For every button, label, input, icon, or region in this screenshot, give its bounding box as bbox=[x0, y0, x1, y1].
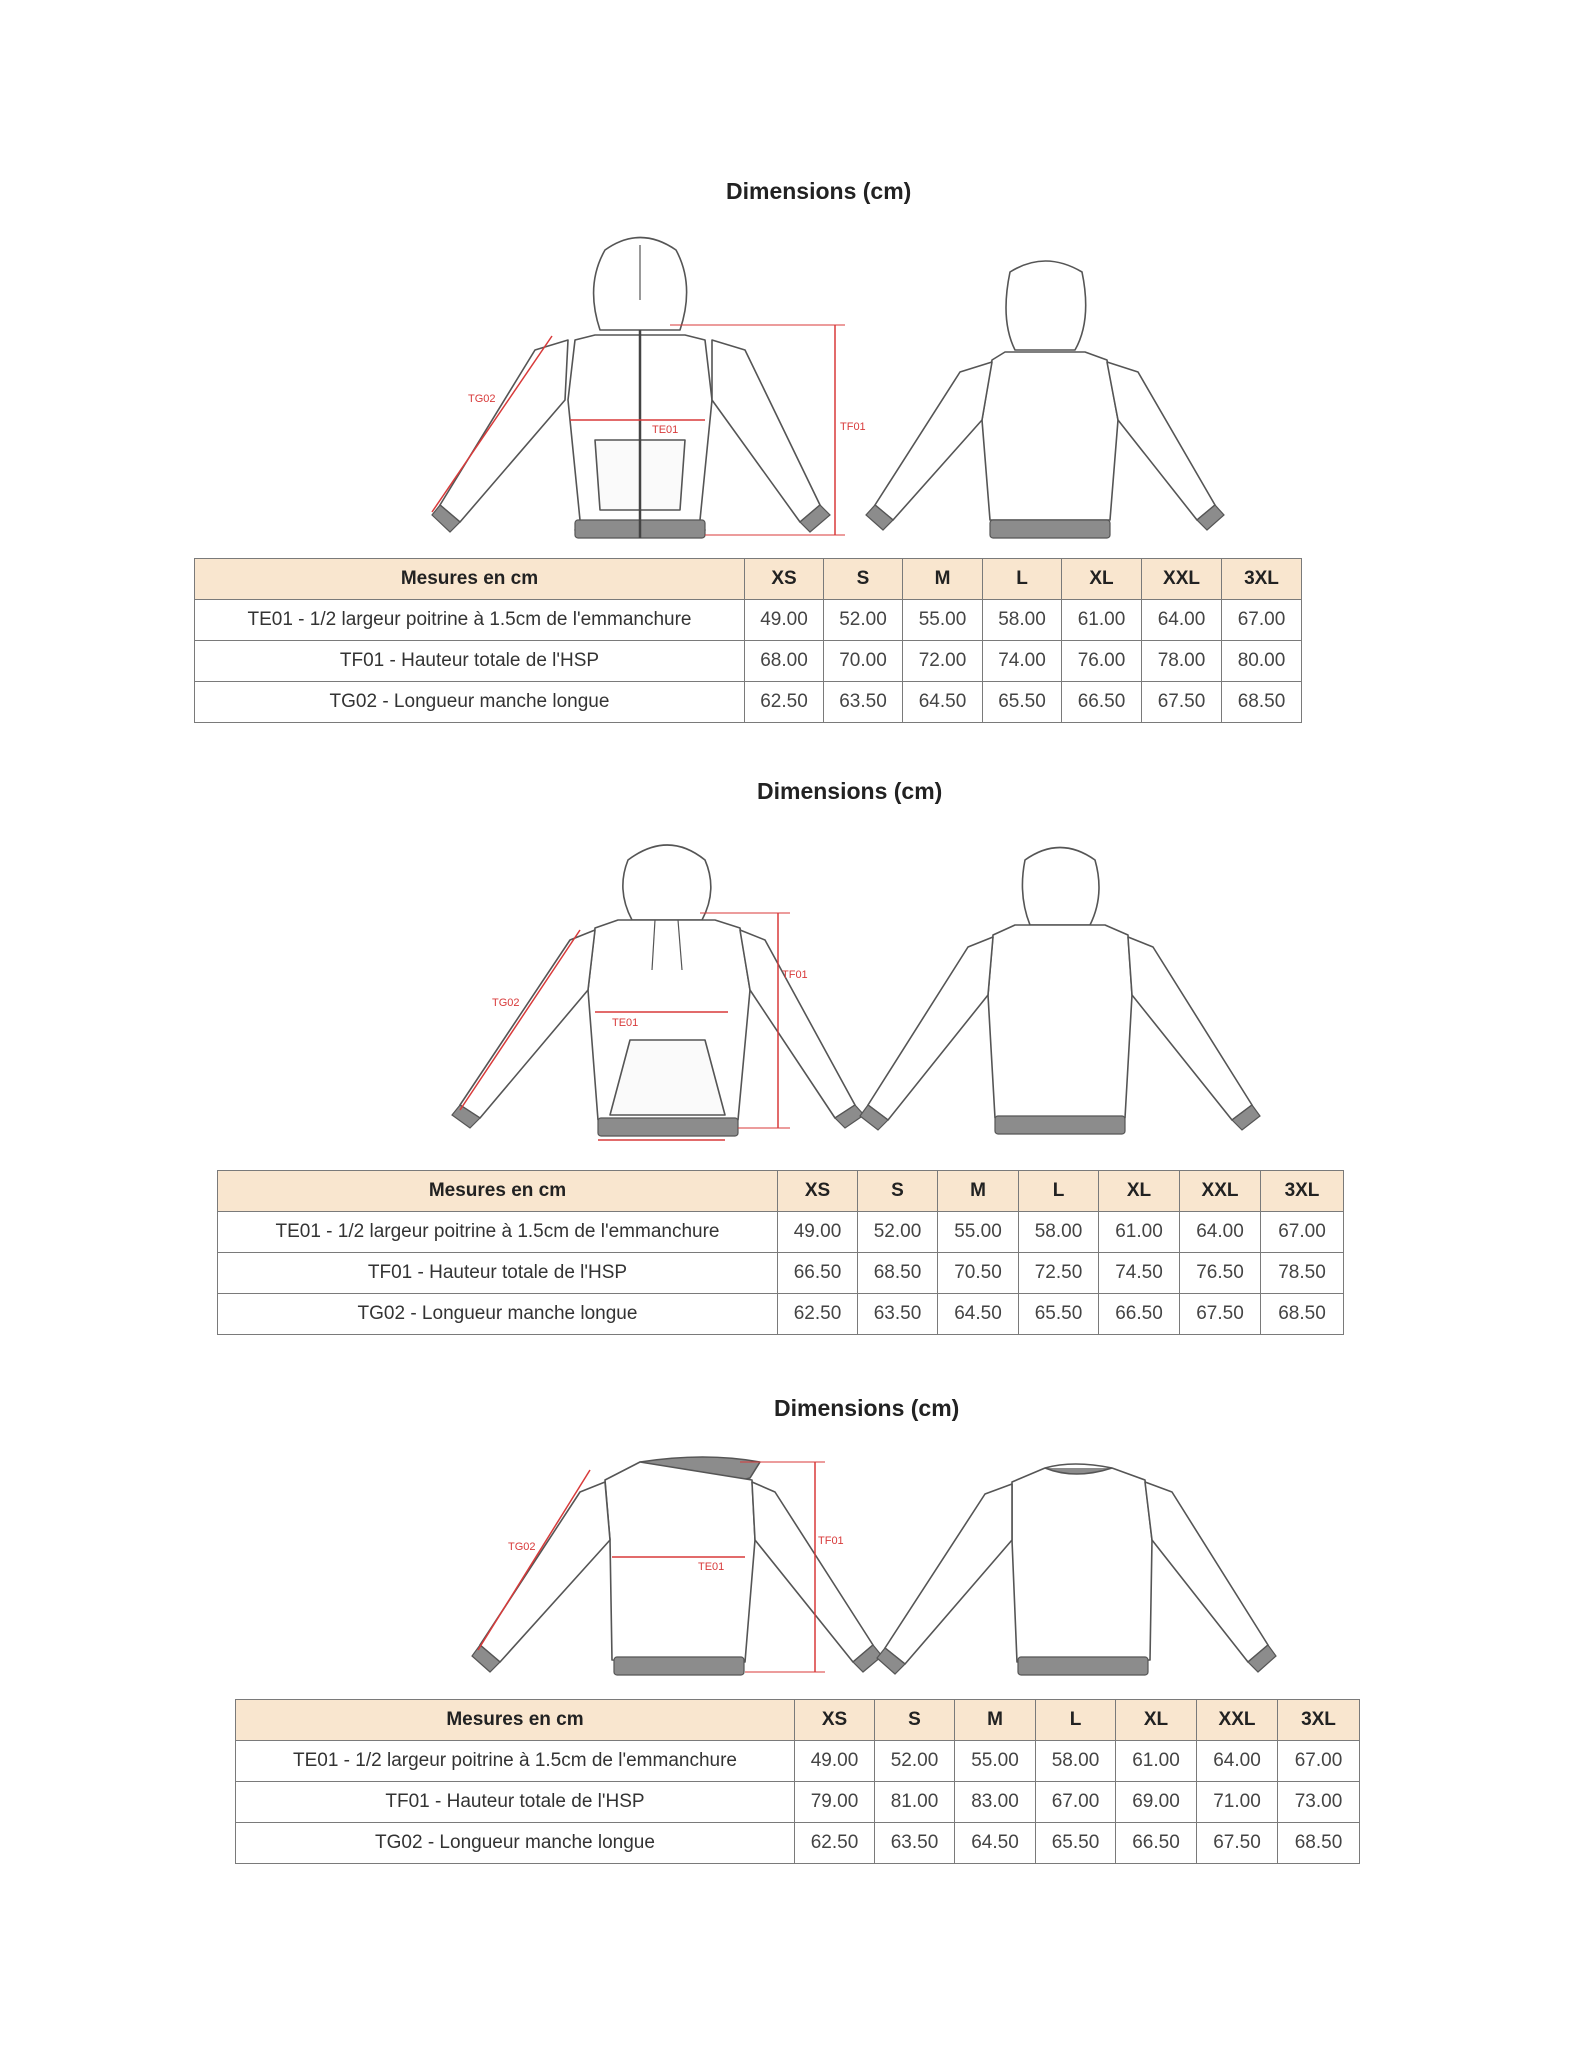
measure-label: TE01 - 1/2 largeur poitrine à 1.5cm de l'emmanchure bbox=[195, 600, 745, 641]
table-cell: 63.50 bbox=[824, 682, 903, 723]
table-cell: 79.00 bbox=[795, 1782, 875, 1823]
table-cell: 55.00 bbox=[938, 1212, 1019, 1253]
table-cell: 80.00 bbox=[1222, 641, 1302, 682]
table-cell: 62.50 bbox=[795, 1823, 875, 1864]
table-row bbox=[218, 1253, 1344, 1294]
tg-label: TG02 bbox=[508, 1541, 536, 1553]
table-cell: 61.00 bbox=[1062, 600, 1142, 641]
table-row bbox=[218, 1212, 1344, 1253]
section-title: Dimensions (cm) bbox=[726, 178, 912, 204]
table-cell: 62.50 bbox=[745, 682, 824, 723]
table-cell: 68.50 bbox=[858, 1253, 938, 1294]
back-hem-rib bbox=[1018, 1657, 1148, 1675]
measure-label: TE01 - 1/2 largeur poitrine à 1.5cm de l'emmanchure bbox=[218, 1212, 778, 1253]
front-hem-rib bbox=[614, 1657, 744, 1675]
table-cell: 69.00 bbox=[1116, 1782, 1197, 1823]
table-cell: 71.00 bbox=[1197, 1782, 1278, 1823]
measure-label: TG02 - Longueur manche longue bbox=[195, 682, 745, 723]
table-cell: 68.00 bbox=[745, 641, 824, 682]
table-cell: 52.00 bbox=[858, 1212, 938, 1253]
table-cell: 62.50 bbox=[778, 1294, 858, 1335]
zip-hoodie-illustration bbox=[420, 236, 1240, 546]
table-cell: 67.50 bbox=[1142, 682, 1222, 723]
table-cell: 52.00 bbox=[875, 1741, 955, 1782]
te-label: TE01 bbox=[652, 424, 679, 436]
table-cell: 58.00 bbox=[983, 600, 1062, 641]
header-cell: Mesures en cm bbox=[236, 1700, 795, 1741]
tg-label: TG02 bbox=[492, 997, 520, 1009]
measure-label: TF01 - Hauteur totale de l'HSP bbox=[195, 641, 745, 682]
table-cell: 64.50 bbox=[903, 682, 983, 723]
table-cell: 63.50 bbox=[858, 1294, 938, 1335]
table-cell: 58.00 bbox=[1036, 1741, 1116, 1782]
measure-label: TF01 - Hauteur totale de l'HSP bbox=[236, 1782, 795, 1823]
table-cell: 72.50 bbox=[1019, 1253, 1099, 1294]
table-cell: 55.00 bbox=[903, 600, 983, 641]
header-cell: S bbox=[824, 559, 903, 600]
table-cell: 49.00 bbox=[745, 600, 824, 641]
table-cell: 66.50 bbox=[778, 1253, 858, 1294]
table-row bbox=[218, 1294, 1344, 1335]
pullover-hoodie-illustration bbox=[440, 838, 1270, 1158]
tg-label: TG02 bbox=[468, 393, 496, 405]
measure-label: TG02 - Longueur manche longue bbox=[218, 1294, 778, 1335]
header-cell: Mesures en cm bbox=[218, 1171, 778, 1212]
header-cell: XS bbox=[778, 1171, 858, 1212]
table-cell: 66.50 bbox=[1116, 1823, 1197, 1864]
table-cell: 74.00 bbox=[983, 641, 1062, 682]
size-table bbox=[235, 1699, 1360, 1864]
table-header-row bbox=[195, 559, 1302, 600]
section-title: Dimensions (cm) bbox=[757, 778, 943, 804]
header-cell: 3XL bbox=[1222, 559, 1302, 600]
header-cell: 3XL bbox=[1278, 1700, 1360, 1741]
table-cell: 64.00 bbox=[1197, 1741, 1278, 1782]
table-cell: 67.00 bbox=[1036, 1782, 1116, 1823]
table-cell: 72.00 bbox=[903, 641, 983, 682]
table-cell: 65.50 bbox=[1019, 1294, 1099, 1335]
measure-label: TF01 - Hauteur totale de l'HSP bbox=[218, 1253, 778, 1294]
header-cell: M bbox=[938, 1171, 1019, 1212]
table-cell: 68.50 bbox=[1222, 682, 1302, 723]
table-cell: 76.50 bbox=[1180, 1253, 1261, 1294]
table-header-row bbox=[218, 1171, 1344, 1212]
header-cell: 3XL bbox=[1261, 1171, 1344, 1212]
header-cell: XXL bbox=[1142, 559, 1222, 600]
table-row bbox=[236, 1741, 1360, 1782]
back-hem-rib bbox=[990, 520, 1110, 538]
table-cell: 67.00 bbox=[1222, 600, 1302, 641]
section-title: Dimensions (cm) bbox=[774, 1395, 960, 1421]
table-cell: 67.50 bbox=[1180, 1294, 1261, 1335]
table-cell: 49.00 bbox=[795, 1741, 875, 1782]
header-cell: XXL bbox=[1180, 1171, 1261, 1212]
header-cell: Mesures en cm bbox=[195, 559, 745, 600]
crewneck-sweatshirt-illustration bbox=[460, 1452, 1290, 1692]
table-cell: 81.00 bbox=[875, 1782, 955, 1823]
table-cell: 76.00 bbox=[1062, 641, 1142, 682]
table-row bbox=[195, 641, 1302, 682]
table-cell: 52.00 bbox=[824, 600, 903, 641]
table-cell: 58.00 bbox=[1019, 1212, 1099, 1253]
table-row bbox=[195, 600, 1302, 641]
tf-label: TF01 bbox=[782, 969, 808, 981]
header-cell: XL bbox=[1099, 1171, 1180, 1212]
table-cell: 66.50 bbox=[1062, 682, 1142, 723]
te-label: TE01 bbox=[698, 1561, 725, 1573]
front-hem-rib bbox=[598, 1118, 738, 1136]
header-cell: L bbox=[1019, 1171, 1099, 1212]
tf-label: TF01 bbox=[818, 1535, 844, 1547]
table-cell: 78.50 bbox=[1261, 1253, 1344, 1294]
table-cell: 68.50 bbox=[1261, 1294, 1344, 1335]
header-cell: XXL bbox=[1197, 1700, 1278, 1741]
table-cell: 66.50 bbox=[1099, 1294, 1180, 1335]
table-row bbox=[236, 1823, 1360, 1864]
table-cell: 64.00 bbox=[1180, 1212, 1261, 1253]
table-cell: 67.50 bbox=[1197, 1823, 1278, 1864]
table-cell: 70.50 bbox=[938, 1253, 1019, 1294]
table-cell: 61.00 bbox=[1116, 1741, 1197, 1782]
table-cell: 65.50 bbox=[1036, 1823, 1116, 1864]
header-cell: S bbox=[858, 1171, 938, 1212]
table-cell: 64.00 bbox=[1142, 600, 1222, 641]
header-cell: L bbox=[1036, 1700, 1116, 1741]
header-cell: M bbox=[955, 1700, 1036, 1741]
header-cell: L bbox=[983, 559, 1062, 600]
header-cell: S bbox=[875, 1700, 955, 1741]
table-cell: 70.00 bbox=[824, 641, 903, 682]
table-cell: 73.00 bbox=[1278, 1782, 1360, 1823]
table-row bbox=[236, 1782, 1360, 1823]
table-cell: 67.00 bbox=[1261, 1212, 1344, 1253]
table-cell: 63.50 bbox=[875, 1823, 955, 1864]
measure-label: TE01 - 1/2 largeur poitrine à 1.5cm de l'emmanchure bbox=[236, 1741, 795, 1782]
table-cell: 64.50 bbox=[955, 1823, 1036, 1864]
header-cell: XS bbox=[795, 1700, 875, 1741]
table-cell: 55.00 bbox=[955, 1741, 1036, 1782]
table-cell: 64.50 bbox=[938, 1294, 1019, 1335]
table-cell: 67.00 bbox=[1278, 1741, 1360, 1782]
table-row bbox=[195, 682, 1302, 723]
size-table bbox=[217, 1170, 1344, 1335]
header-cell: M bbox=[903, 559, 983, 600]
size-table bbox=[194, 558, 1302, 723]
table-cell: 83.00 bbox=[955, 1782, 1036, 1823]
table-header-row bbox=[236, 1700, 1360, 1741]
table-cell: 61.00 bbox=[1099, 1212, 1180, 1253]
table-cell: 49.00 bbox=[778, 1212, 858, 1253]
te-label: TE01 bbox=[612, 1017, 639, 1029]
table-cell: 74.50 bbox=[1099, 1253, 1180, 1294]
header-cell: XL bbox=[1116, 1700, 1197, 1741]
header-cell: XS bbox=[745, 559, 824, 600]
table-cell: 68.50 bbox=[1278, 1823, 1360, 1864]
measure-label: TG02 - Longueur manche longue bbox=[236, 1823, 795, 1864]
header-cell: XL bbox=[1062, 559, 1142, 600]
table-cell: 78.00 bbox=[1142, 641, 1222, 682]
back-hem-rib bbox=[995, 1116, 1125, 1134]
table-cell: 65.50 bbox=[983, 682, 1062, 723]
tf-label: TF01 bbox=[840, 421, 866, 433]
